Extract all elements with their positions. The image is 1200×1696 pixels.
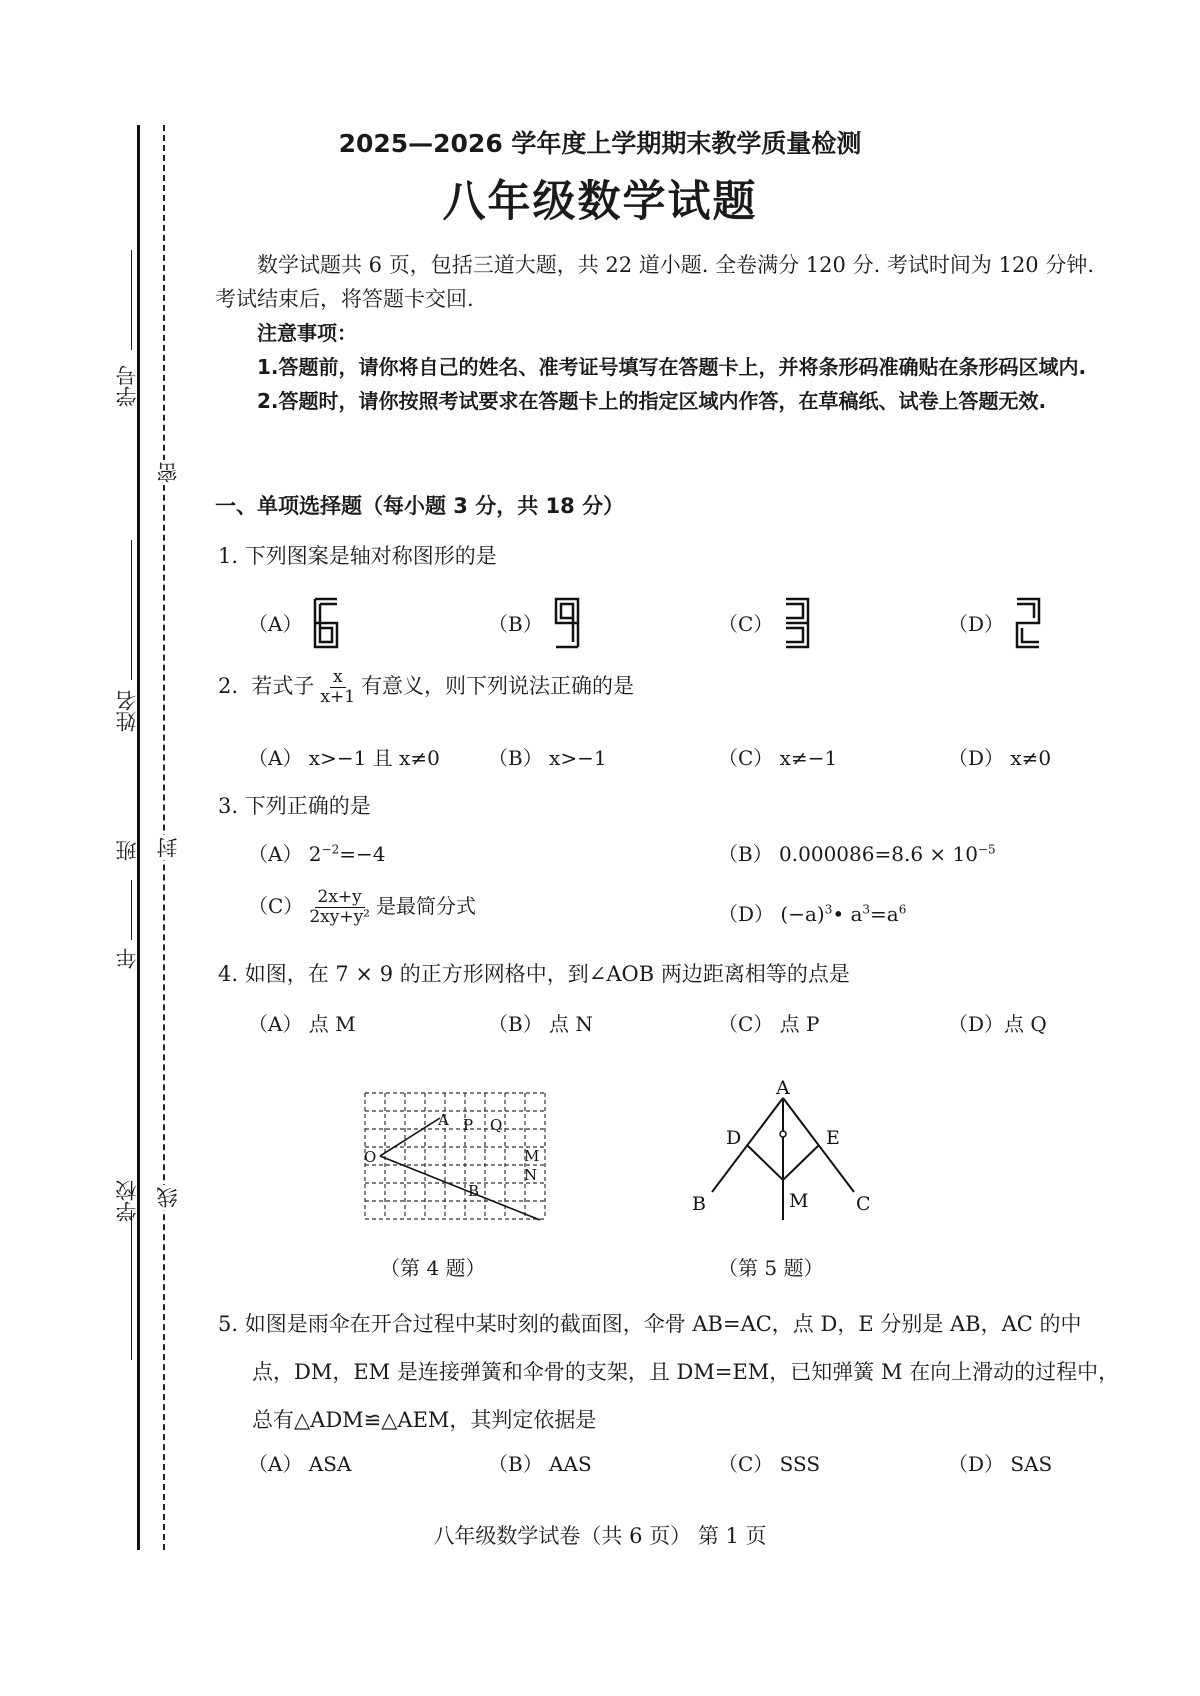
notice-2: 2.答题时，请你按照考试要求在答题卡上的指定区域内作答，在草稿纸、试卷上答题无效.: [257, 389, 1047, 413]
q4-label-m: M: [524, 1147, 540, 1165]
exam-instructions: [215, 248, 1115, 418]
q1-option-c-label: （C）: [718, 612, 774, 636]
seal-char-mi: 密: [153, 460, 183, 485]
q3-option-a-text: （A） 2: [248, 842, 322, 866]
exam-subtitle: 2025—2026 学年度上学期期末教学质量检测: [338, 129, 862, 158]
q3-option-a-tail: =−4: [339, 842, 386, 866]
q3-option-d-exp2: 3: [862, 902, 871, 917]
q2-pre: 若式子: [251, 674, 315, 698]
q3-option-d-pre: （D） (−a): [718, 902, 825, 926]
page-footer: 八年级数学试卷（共 6 页） 第 1 页: [433, 1524, 767, 1548]
q3-option-c-fraction: [306, 888, 373, 927]
q3-option-d-exp1: 3: [824, 902, 833, 917]
q1-option-a[interactable]: [248, 596, 340, 655]
q5-figure-caption: （第 5 题）: [718, 1256, 824, 1280]
q4-option-b[interactable]: （B） 点 N: [488, 1012, 593, 1036]
q4-option-c[interactable]: （C） 点 P: [718, 1012, 820, 1036]
q3-option-b[interactable]: [718, 838, 996, 867]
name-blank: [131, 540, 132, 680]
question-5-stem: [218, 1300, 1119, 1444]
q2-number: 2.: [218, 674, 239, 698]
question-4-stem: 4. 如图，在 7 × 9 的正方形网格中，到∠AOB 两边距离相等的点是: [218, 962, 850, 986]
outlined-two-icon: [1014, 596, 1042, 655]
q1-option-d[interactable]: [948, 596, 1042, 655]
school-blank: [131, 1210, 132, 1360]
q5-option-c[interactable]: （C） SSS: [718, 1452, 821, 1476]
q4-label-q: Q: [490, 1116, 503, 1134]
q2-fraction: [317, 668, 358, 707]
q5-option-b[interactable]: （B） AAS: [488, 1452, 592, 1476]
q5-line-3: 总有△ADM≌△AEM，其判定依据是: [252, 1408, 597, 1432]
grade-blank: [131, 880, 132, 940]
q5-label-d: D: [726, 1127, 742, 1149]
q3-option-d-exp3: 6: [898, 902, 907, 917]
q3-c-denominator: 2xy+y²: [309, 907, 370, 927]
q1-option-b-label: （B）: [488, 612, 543, 636]
q3-c-numerator: 2x+y: [315, 888, 365, 908]
q2-option-a[interactable]: （A） x>−1 且 x≠0: [248, 746, 440, 770]
q3-option-d-mid: • a: [832, 902, 863, 926]
q5-option-a[interactable]: （A） ASA: [248, 1452, 352, 1476]
q5-label-b: B: [692, 1193, 706, 1215]
q3-option-a[interactable]: [248, 838, 385, 867]
name-label: 姓名: [115, 690, 139, 732]
q3-option-c[interactable]: [248, 888, 476, 927]
q5-label-m: M: [789, 1190, 809, 1212]
q4-label-o: O: [364, 1148, 377, 1166]
q2-option-d[interactable]: （D） x≠0: [948, 746, 1052, 770]
q3-option-b-text: （B） 0.000086=8.6 × 10: [718, 842, 978, 866]
q4-label-p: P: [463, 1116, 474, 1134]
q4-option-a[interactable]: （A） 点 M: [248, 1012, 356, 1036]
q4-label-b: B: [468, 1182, 480, 1200]
q4-grid-figure: [360, 1088, 550, 1228]
q4-figure-caption: （第 4 题）: [380, 1256, 486, 1280]
outlined-three-icon: [783, 596, 811, 655]
q1-option-b[interactable]: [488, 596, 581, 655]
grade-label: 年: [115, 948, 139, 969]
q5-line-2: 点，DM，EM 是连接弹簧和伞骨的支架，且 DM=EM，已知弹簧 M 在向上滑动的过程中，: [252, 1360, 1120, 1384]
binding-solid-line: [137, 125, 140, 1550]
q3-option-d-mid2: =a: [870, 902, 899, 926]
notice-1: 1.答题前，请你将自己的姓名、准考证号填写在答题卡上，并将条形码准确贴在条形码区域内.: [257, 355, 1087, 379]
question-1-stem: 1. 下列图案是轴对称图形的是: [218, 544, 497, 568]
q4-label-a: A: [438, 1111, 449, 1129]
seal-char-feng: 封: [153, 835, 183, 860]
q5-label-e: E: [826, 1127, 840, 1149]
q3-option-c-tail: 是最简分式: [375, 894, 476, 918]
q1-option-c[interactable]: [718, 596, 811, 655]
student-id-blank: [131, 250, 132, 350]
q2-fraction-denominator: x+1: [320, 687, 356, 707]
q3-option-c-label: （C）: [248, 894, 304, 918]
outlined-nine-icon: [553, 596, 581, 655]
q2-option-c[interactable]: （C） x≠−1: [718, 746, 838, 770]
student-id-label: 学号: [115, 365, 139, 407]
q4-option-d[interactable]: （D）点 Q: [948, 1012, 1047, 1036]
q2-fraction-numerator: x: [330, 668, 346, 688]
q5-label-c: C: [856, 1193, 871, 1215]
q5-umbrella-figure: [690, 1080, 880, 1230]
school-label: 学校: [115, 1180, 139, 1222]
notice-heading: 注意事项：: [257, 321, 357, 345]
question-3-stem: 3. 下列正确的是: [218, 794, 371, 818]
seal-char-xian: 线: [153, 1185, 183, 1210]
class-label: 班: [115, 840, 139, 861]
q2-post: 有意义，则下列说法正确的是: [361, 674, 635, 698]
q5-line-1: 5. 如图是雨伞在开合过程中某时刻的截面图，伞骨 AB=AC，点 D，E 分别是 AB，AC 的中: [218, 1312, 1082, 1336]
q5-option-d[interactable]: （D） SAS: [948, 1452, 1053, 1476]
intro-text: 数学试题共 6 页，包括三道大题，共 22 道小题. 全卷满分 120 分. 考试时间为 120 分钟. 考试结束后，将答题卡交回.: [215, 253, 1095, 311]
q3-option-a-exponent: −2: [321, 842, 340, 857]
q1-option-d-label: （D）: [948, 612, 1005, 636]
q3-option-d[interactable]: [718, 898, 906, 927]
outlined-six-icon: [312, 596, 340, 655]
q4-label-n: N: [524, 1166, 538, 1184]
q5-label-a: A: [776, 1080, 790, 1099]
q2-option-b[interactable]: （B） x>−1: [488, 746, 607, 770]
q1-option-a-label: （A）: [248, 612, 303, 636]
question-2-stem: [218, 668, 634, 707]
section-1-heading: 一、单项选择题（每小题 3 分，共 18 分）: [215, 494, 625, 518]
exam-title: 八年级数学试题: [442, 177, 758, 227]
q3-option-b-exponent: −5: [977, 842, 996, 857]
